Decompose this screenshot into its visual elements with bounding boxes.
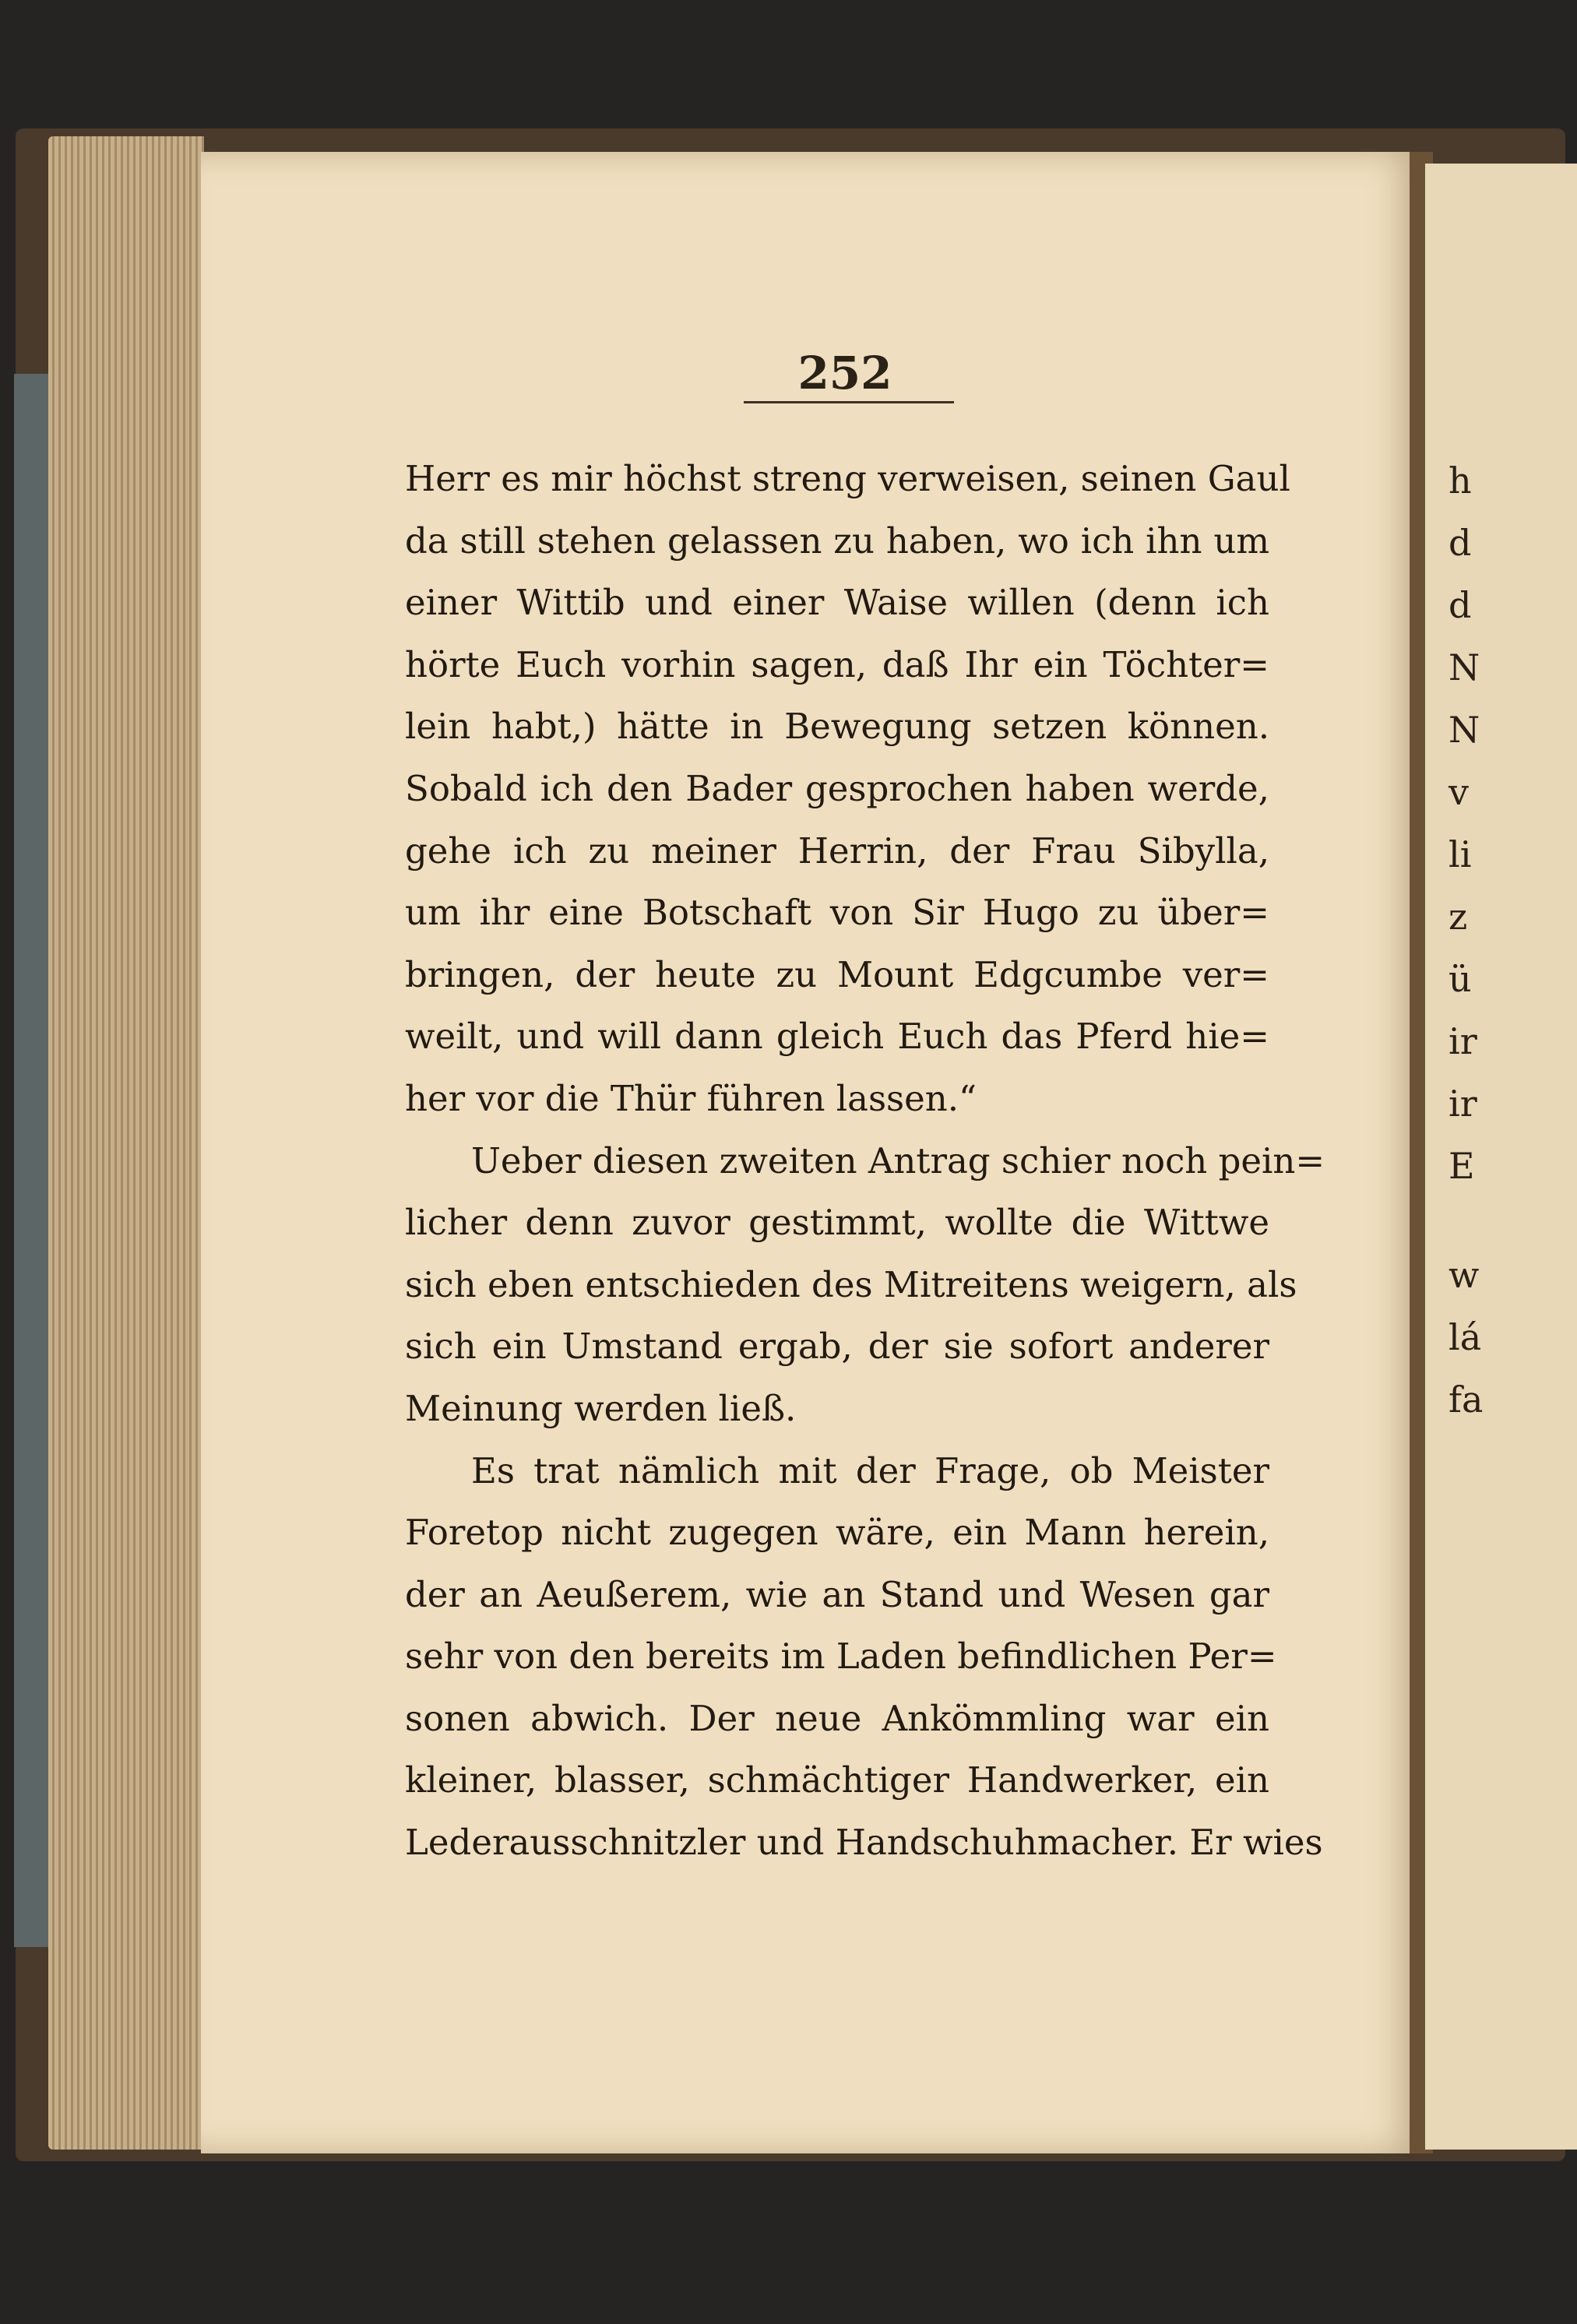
facing-page-fragment: ir xyxy=(1449,1083,1477,1125)
facing-page-fragment: d xyxy=(1449,584,1472,626)
text-line: sich ein Umstand ergab, der sie sofort anderer xyxy=(405,1326,1269,1368)
facing-page-fragment: N xyxy=(1449,646,1480,688)
text-line: her vor die Thür führen lassen.“ xyxy=(405,1077,977,1119)
text-line: lein habt,) hätte in Bewegung setzen können. xyxy=(405,706,1269,748)
facing-page-fragment: fa xyxy=(1449,1379,1484,1421)
header-rule xyxy=(744,401,954,403)
facing-page-fragment: w xyxy=(1449,1254,1480,1296)
facing-page-fragment: N xyxy=(1449,709,1480,751)
text-line: Lederausschnitzler und Handschuhmacher. Er wies xyxy=(405,1822,1323,1864)
text-line: bringen, der heute zu Mount Edgcumbe ver= xyxy=(405,953,1269,995)
page-number: 252 xyxy=(797,347,892,400)
facing-page-fragment: d xyxy=(1449,522,1472,564)
facing-page-fragment: z xyxy=(1449,896,1468,938)
facing-page-fragment: li xyxy=(1449,833,1472,875)
facing-page-fragment: ir xyxy=(1449,1020,1477,1062)
text-line: hörte Euch vorhin sagen, daß Ihr ein Töchter= xyxy=(405,643,1269,685)
facing-page-fragment: ü xyxy=(1449,958,1472,1000)
text-line: sonen abwich. Der neue Ankömmling war ein xyxy=(405,1697,1269,1739)
text-line: Herr es mir höchst streng verweisen, seinen Gaul xyxy=(405,458,1290,499)
text-line: der an Aeußerem, wie an Stand und Wesen gar xyxy=(405,1573,1269,1615)
facing-page-fragment: v xyxy=(1449,771,1469,813)
text-line: um ihr eine Botschaft von Sir Hugo zu über= xyxy=(405,892,1269,934)
text-line: Ueber diesen zweiten Antrag schier noch pein= xyxy=(471,1139,1325,1181)
text-line: Es trat nämlich mit der Frage, ob Meister xyxy=(471,1449,1269,1491)
text-line: gehe ich zu meiner Herrin, der Frau Sibylla, xyxy=(405,829,1269,872)
text-line: da still stehen gelassen zu haben, wo ich ihn um xyxy=(405,519,1269,562)
facing-page-fragment: lá xyxy=(1449,1316,1482,1358)
body-text xyxy=(405,448,1325,1874)
text-line: einer Wittib und einer Waise willen (denn ich xyxy=(405,582,1269,624)
text-line: licher denn zuvor gestimmt, wollte die Wittwe xyxy=(405,1202,1269,1244)
text-line: sich eben entschieden des Mitreitens weigern, als xyxy=(405,1263,1297,1305)
text-line: Foretop nicht zugegen wäre, ein Mann herein, xyxy=(405,1512,1269,1554)
text-line: Meinung werden ließ. xyxy=(405,1387,797,1429)
facing-page-fragment: h xyxy=(1449,460,1472,502)
facing-page-fragment: E xyxy=(1449,1145,1475,1187)
page-edges xyxy=(48,136,204,2150)
text-line: sehr von den bereits im Laden befindlichen Per= xyxy=(405,1636,1277,1678)
facing-page xyxy=(1425,164,1577,2150)
text-line: Sobald ich den Bader gesprochen haben werde, xyxy=(405,767,1269,809)
text-line: weilt, und will dann gleich Euch das Pferd hie= xyxy=(405,1016,1269,1058)
text-line: kleiner, blasser, schmächtiger Handwerker, ein xyxy=(405,1759,1269,1801)
